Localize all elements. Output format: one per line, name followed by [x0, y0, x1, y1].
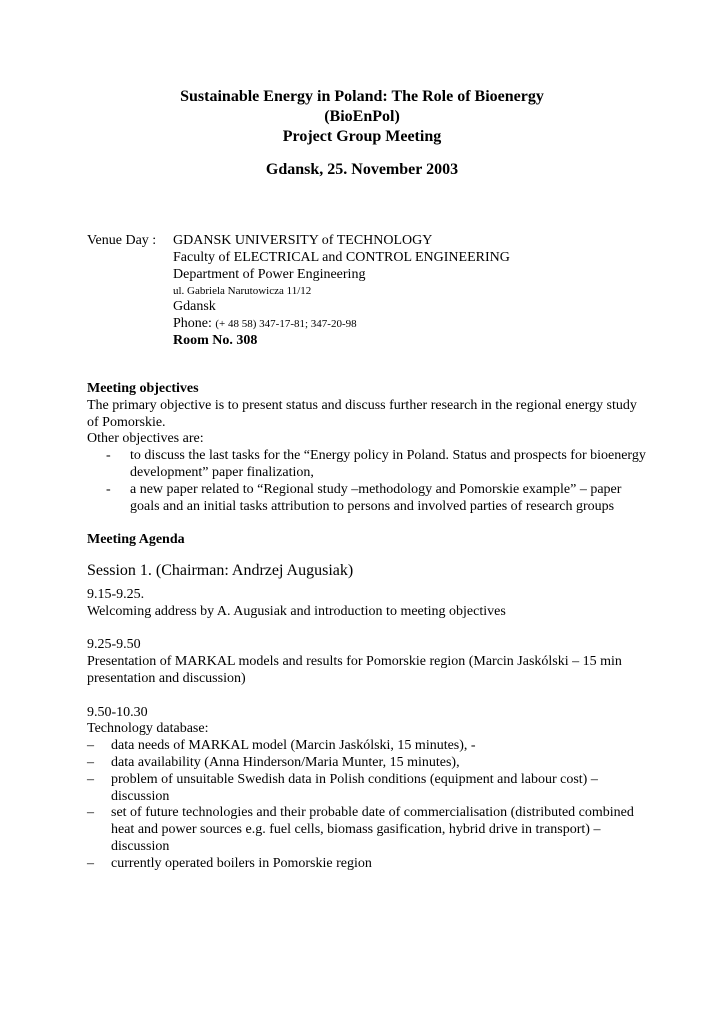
venue-faculty: Faculty of ELECTRICAL and CONTROL ENGINEERING: [173, 249, 510, 265]
list-item: [87, 448, 647, 482]
slot-time: 9.15-9.25.: [87, 586, 145, 602]
list-item-text: set of future technologies and their probable date of commercialisation (distributed combined heat and power sources e.g. fuel cells, biomass gasification, hybrid drive in transport) – discussion: [111, 805, 634, 854]
venue-street: ul. Gabriela Narutowicza 11/12: [173, 285, 312, 298]
title-line-2: (BioEnPol): [324, 108, 400, 125]
list-item-text: a new paper related to “Regional study –methodology and Pomorskie example” – paper goals and an initial tasks attribution to persons and involved parties of research groups: [130, 481, 622, 514]
venue-university: GDANSK UNIVERSITY of TECHNOLOGY: [173, 233, 433, 248]
list-item: [87, 482, 647, 516]
dash-bullet: –: [87, 738, 94, 754]
venue-city: Gdansk: [173, 299, 216, 315]
slot-description: Welcoming address by A. Augusiak and introduction to meeting objectives: [87, 603, 506, 619]
main-content: [87, 381, 647, 873]
dash-bullet: –: [87, 805, 94, 821]
dash-bullet: –: [87, 855, 94, 871]
list-item: [87, 805, 647, 855]
dash-bullet: -: [106, 481, 111, 497]
dash-bullet: -: [106, 448, 111, 464]
venue-department: Department of Power Engineering: [173, 266, 366, 282]
phone-label: Phone:: [173, 316, 212, 332]
venue-room: Room No. 308: [173, 332, 258, 348]
venue-phone: [173, 316, 633, 333]
list-item: [87, 772, 647, 806]
list-item-text: problem of unsuitable Swedish data in Polish conditions (equipment and labour cost) – discussion: [111, 771, 598, 804]
objectives-primary: The primary objective is to present status and discuss further research in the regional energy study of Pomorskie.: [87, 397, 637, 430]
phone-number: (+ 48 58) 347-17-81; 347-20-98: [215, 318, 357, 331]
list-item-text: data needs of MARKAL model (Marcin Jaskólski, 15 minutes), -: [111, 738, 476, 754]
list-item: [87, 755, 647, 772]
list-item: [87, 738, 647, 755]
title-line-1: Sustainable Energy in Poland: The Role of Bioenergy: [180, 88, 544, 105]
objectives-list: [87, 448, 647, 515]
title-block: [0, 87, 724, 180]
slot-description: Technology database:: [87, 721, 209, 737]
list-item-text: currently operated boilers in Pomorskie region: [111, 855, 372, 871]
session-title: Session 1. (Chairman: Andrzej Augusiak): [87, 561, 354, 579]
dash-bullet: –: [87, 771, 94, 787]
dash-bullet: –: [87, 754, 94, 770]
title-line-3: Project Group Meeting: [282, 128, 442, 145]
venue-address: [173, 233, 633, 350]
objectives-heading: Meeting objectives: [87, 381, 199, 396]
slot-description: Presentation of MARKAL models and results for Pomorskie region (Marcin Jaskólski – 15 min presentation and discussion): [87, 654, 622, 686]
list-item: [87, 856, 647, 873]
list-item-text: to discuss the last tasks for the “Energy policy in Poland. Status and prospects for bioenergy development” paper finalization,: [130, 448, 646, 480]
objectives-other-intro: Other objectives are:: [87, 431, 204, 447]
list-item-text: data availability (Anna Hinderson/Maria Munter, 15 minutes),: [111, 754, 460, 770]
venue-label: Venue Day :: [87, 233, 157, 248]
slot-time: 9.50-10.30: [87, 704, 148, 720]
agenda-heading: Meeting Agenda: [87, 532, 185, 548]
slot-time: 9.25-9.50: [87, 637, 141, 653]
technology-list: [87, 738, 647, 872]
meeting-date: Gdansk, 25. November 2003: [265, 161, 459, 178]
